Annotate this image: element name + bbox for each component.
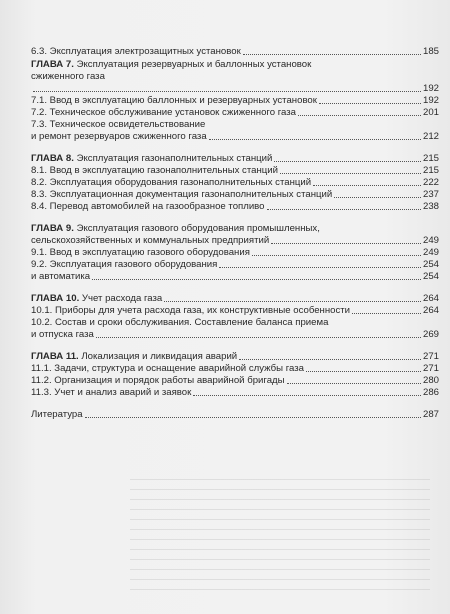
toc-section-chapter-9 [31,223,439,283]
toc-entry[interactable] [31,271,439,283]
toc-entry-page: 215 [422,153,439,164]
toc-entry[interactable] [31,363,439,375]
toc-entry-page: 201 [422,107,439,118]
dot-leader [334,196,421,198]
toc-entry[interactable] [31,131,439,143]
toc-section-chapter-7 [31,59,439,143]
toc-entry[interactable] [31,409,439,421]
chapter-heading[interactable] [31,153,439,165]
chapter-heading[interactable] [31,351,439,363]
toc-entry-page: 271 [422,351,439,362]
toc-entry-title: 6.3. Эксплуатация электрозащитных установок [31,46,241,57]
toc-entry[interactable] [31,317,439,329]
toc-entry-title: 10.2. Состав и сроки обслуживания. Составление баланса приема [31,317,329,328]
dot-leader [298,114,421,116]
dot-leader [219,266,421,268]
toc-entry[interactable] [31,165,439,177]
dot-leader [280,172,421,174]
toc-entry[interactable] [31,201,439,213]
chapter-title-line: Эксплуатация резервуарных и баллонных установок [73,59,312,70]
chapter-title-line: сжиженного газа [31,71,105,82]
chapter-heading[interactable] [31,59,439,71]
dot-leader [209,138,421,140]
chapter-title-line: Локализация и ликвидация аварий [78,351,238,362]
toc-entry-page: 271 [422,363,439,374]
toc-entry[interactable] [31,305,439,317]
chapter-title-line: сельскохозяйственных и коммунальных предприятий [31,235,270,246]
dot-leader [352,312,421,314]
chapter-heading-continued[interactable] [31,71,439,83]
toc-entry-page: 254 [422,259,439,270]
toc-entry-page: 287 [422,409,439,420]
chapter-number: ГЛАВА 9. [31,223,74,234]
toc-entry-page: 269 [422,329,439,340]
toc-entry-page: 192 [422,83,439,94]
toc-entry[interactable] [31,119,439,131]
toc-entry-page: 222 [422,177,439,188]
toc-section [31,46,439,58]
toc-entry[interactable] [31,46,439,58]
toc-entry-title: 11.3. Учет и анализ аварий и заявок [31,387,192,398]
toc-entry-page: 215 [422,165,439,176]
toc-entry-title: и автоматика [31,271,91,282]
toc-entry-title: и ремонт резервуаров сжиженного газа [31,131,207,142]
dot-leader [85,416,421,418]
toc-entry-page: 238 [422,201,439,212]
dot-leader [96,336,421,338]
chapter-title-line: Эксплуатация газового оборудования промышленных, [73,223,320,234]
bleed-through-text [130,470,430,590]
dot-leader [271,242,421,244]
toc-entry[interactable] [31,259,439,271]
chapter-number: ГЛАВА 7. [31,59,74,70]
toc-section-chapter-10 [31,293,439,341]
toc-entry-page: 237 [422,189,439,200]
toc-entry-title: 7.2. Техническое обслуживание установок сжиженного газа [31,107,296,118]
chapter-heading[interactable] [31,293,439,305]
table-of-contents [31,46,439,431]
toc-entry-title: 8.3. Эксплуатационная документация газонаполнительных станций [31,189,333,200]
toc-entry-title: 7.3. Техническое освидетельствование [31,119,206,130]
toc-entry-title: 11.2. Организация и порядок работы аварийной бригады [31,375,285,386]
toc-entry-page: 264 [422,305,439,316]
dot-leader [243,53,421,55]
toc-entry-title: 10.1. Приборы для учета расхода газа, их конструктивные особенности [31,305,351,316]
chapter-number: ГЛАВА 11. [31,351,79,362]
toc-entry-page: 185 [422,46,439,57]
toc-entry-title: 8.4. Перевод автомобилей на газообразное топливо [31,201,265,212]
toc-entry-page: 254 [422,271,439,282]
toc-entry[interactable] [31,329,439,341]
toc-entry[interactable] [31,387,439,399]
dot-leader [164,300,421,302]
toc-entry[interactable] [31,375,439,387]
toc-entry-page: 212 [422,131,439,142]
dot-leader [239,358,421,360]
toc-entry[interactable] [31,247,439,259]
toc-entry-title: 8.1. Ввод в эксплуатацию газонаполнительных станций [31,165,278,176]
dot-leader [274,160,421,162]
dot-leader [193,394,421,396]
chapter-title-line: Учет расхода газа [79,293,163,304]
dot-leader [287,382,421,384]
toc-entry-page: 264 [422,293,439,304]
chapter-number: ГЛАВА 8. [31,153,74,164]
chapter-title-line: Эксплуатация газонаполнительных станций [73,153,273,164]
dot-leader [92,278,421,280]
toc-entry-page: 192 [422,95,439,106]
dot-leader [306,370,421,372]
toc-entry[interactable] [31,189,439,201]
toc-entry[interactable] [31,177,439,189]
toc-section-chapter-11 [31,351,439,399]
toc-entry-title: 11.1. Задачи, структура и оснащение аварийной службы газа [31,363,304,374]
dot-leader [313,184,421,186]
dot-leader [267,208,421,210]
toc-section-literature [31,409,439,421]
dot-leader [319,102,421,104]
toc-section-chapter-8 [31,153,439,213]
toc-entry-page: 286 [422,387,439,398]
toc-entry-title: 8.2. Эксплуатация оборудования газонаполнительных станций [31,177,312,188]
toc-entry-page: 280 [422,375,439,386]
toc-entry-title: 7.1. Ввод в эксплуатацию баллонных и резервуарных установок [31,95,317,106]
toc-entry[interactable] [31,83,439,95]
toc-entry[interactable] [31,95,439,107]
toc-entry-title: и отпуска газа [31,329,94,340]
toc-entry-title: 9.1. Ввод в эксплуатацию газового оборудования [31,247,250,258]
toc-entry-title: Литература [31,409,83,420]
toc-entry[interactable] [31,107,439,119]
toc-entry-page: 249 [422,247,439,258]
chapter-heading[interactable] [31,223,439,235]
dot-leader [252,254,421,256]
chapter-heading-continued[interactable] [31,235,439,247]
toc-entry-page: 249 [422,235,439,246]
toc-entry-title: 9.2. Эксплуатация газового оборудования [31,259,218,270]
dot-leader [33,90,421,92]
chapter-number: ГЛАВА 10. [31,293,80,304]
